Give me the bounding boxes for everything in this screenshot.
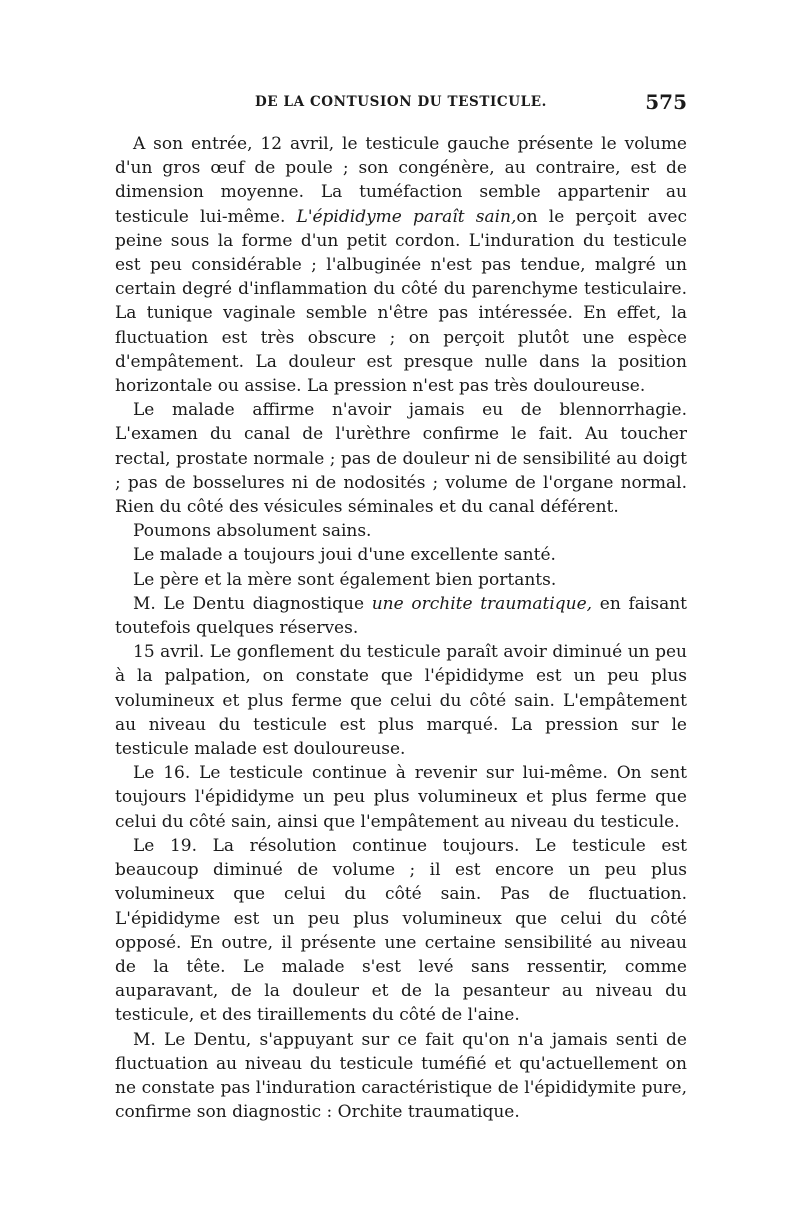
paragraph-text: en faisant toutefois quelques réserves.	[115, 593, 687, 639]
paragraph: Le 19. La résolution continue toujours. Le testicule est beaucoup diminué de volume ; il est encore un peu plus volumineux que celui du côté sain. Pas de fluctuation. L'épididyme est un peu plus volumineux que celui du côté opposé. En outre, il présente une certaine sensibilité au niveau de la tête. Le malade s'est levé sans ressentir, comme auparavant, de la douleur et de la pesanteur au niveau du testicule, et des tiraillements du côté de l'aine.	[115, 835, 687, 1026]
paragraph: Le 16. Le testicule continue à revenir sur lui-même. On sent toujours l'épididyme un peu plus volumineux et plus ferme que celui du côté sain, ainsi que l'empâtement au niveau du testicule.	[115, 763, 687, 832]
paragraph-text: A son entrée, 12 avril, le testicule gauche présente le volume d'un gros œuf de poule ; son congénère, au contraire, est de dimension moyenne. La tuméfaction semble appartenir au testicule lui-même.	[115, 134, 687, 227]
paragraph: Le malade a toujours joui d'une excellente santé.	[133, 545, 556, 566]
paragraph: Poumons absolument sains.	[133, 521, 372, 542]
paragraph: 15 avril. Le gonflement du testicule paraît avoir diminué un peu à la palpation, on constate que l'épididyme est un peu plus volumineux et plus ferme que celui du côté sain. L'empâtement au niveau du testicule est plus marqué. La pression sur le testicule malade est douloureuse.	[115, 642, 687, 760]
paragraph: M. Le Dentu, s'appuyant sur ce fait qu'on n'a jamais senti de fluctuation au niveau du testicule tuméfié et qu'actuellement on ne constate pas l'induration caractéristique de l'épididymite pure, confirme son diagnostic : Orchite traumatique.	[115, 1029, 687, 1123]
running-title: DE LA CONTUSION DU TESTICULE.	[255, 94, 547, 110]
italic-phrase: L'épididyme paraît sain,	[296, 206, 517, 227]
paragraph: Le père et la mère sont également bien portants.	[133, 569, 557, 590]
paragraph-text: on le perçoit avec peine sous la forme d'un petit cordon. L'induration du testicule est peu considérable ; l'albuginée n'est pas tendue, malgré un certain degré d'inflammation du côté du parenchyme testiculaire. La tunique vaginale semble n'être pas intéressée. En effet, la fluctuation est très obscure ; on perçoit plutôt une espèce d'empâtement. La douleur est presque nulle dans la position horizontale ou assise. La pression n'est pas très douloureuse.	[115, 206, 688, 397]
paragraph	[115, 132, 687, 398]
paragraph	[115, 592, 687, 640]
italic-phrase: une orchite traumatique,	[371, 593, 593, 614]
paragraph-text: M. Le Dentu diagnostique	[133, 593, 372, 614]
book-page	[115, 90, 687, 1124]
paragraph: Le malade affirme n'avoir jamais eu de blennorrhagie. L'examen du canal de l'urèthre confirme le fait. Au toucher rectal, prostate normale ; pas de douleur ni de sensibilité au doigt ; pas de bosselures ni de nodosités ; volume de l'organe normal. Rien du côté des vésicules séminales et du canal déférent.	[115, 400, 687, 518]
running-header	[115, 90, 687, 118]
page-number: 575	[645, 90, 687, 114]
